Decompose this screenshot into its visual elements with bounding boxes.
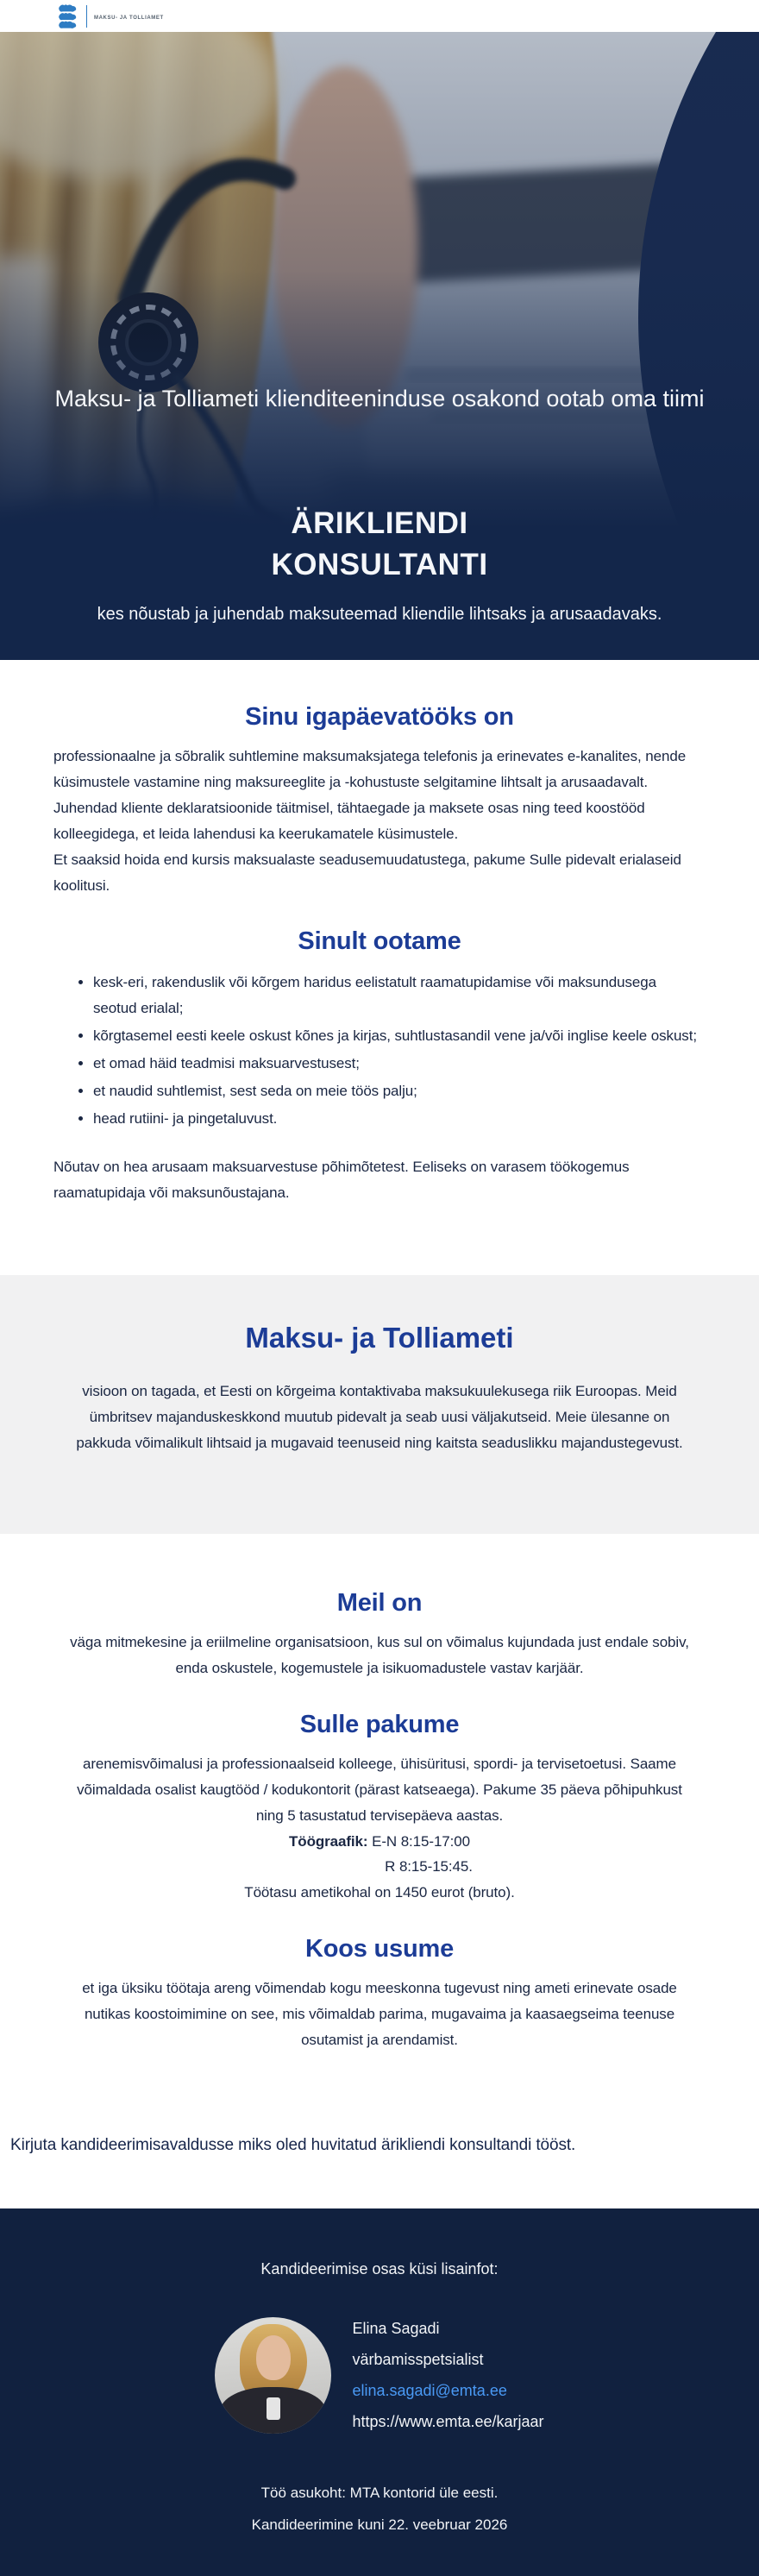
hero-subtitle: kes nõustab ja juhendab maksuteemad kliendile lihtsaks ja arusaadavaks.: [97, 605, 662, 624]
careers-url-link[interactable]: https://www.emta.ee/karjaar: [352, 2413, 544, 2430]
contact-card: [0, 2313, 759, 2437]
contact-role: värbamisspetsialist: [352, 2351, 484, 2368]
section-offer: [0, 1534, 759, 2208]
offer-paragraph: arenemisvõimalusi ja professionaalseid kolleege, ühisüritusi, spordi- ja tervisetoetusi. Saame võimaldada osalist kaugtööd / kodukontorit (pärast katseaega). Pakume 35 päeva põhipuhkust ning 5 tasustatud tervisepäeva aastas.: [77, 1755, 682, 1824]
mta-logo: [59, 3, 164, 29]
logo-wordmark: Maksu- ja Tolliamet: [94, 11, 164, 21]
about-mta-paragraph: visioon on tagada, et Eesti on kõrgeima kontaktivaba maksukuulekusega riik Euroopas. Meid ümbritsev majanduskeskkond muutub pidevalt ja seab uusi väljakutseid. Meie ülesanne on pakkuda võimalikult lihtsaid ja mugavaid teenuseid ning kaitsta seaduslikku majandustegevust.: [76, 1383, 683, 1451]
koos-usume-paragraph: et iga üksiku töötaja areng võimendab kogu meeskonna tugevust ning ameti erinevate osade nutikas koostoimimine on see, mis võimaldab parima, mugavaima ja kaasaegseima teenuse osutamist ja arendamist.: [82, 1980, 677, 2049]
heading-about-mta: Maksu- ja Tolliameti: [245, 1322, 514, 1354]
requirement-item: • et omad häid teadmisi maksuarvestusest;: [93, 1051, 703, 1077]
heading-meil-on: Meil on: [336, 1589, 423, 1617]
daily-work-paragraph: professionaalne ja sõbralik suhtlemine maksumaksjatega telefonis ja erinevates e-kanalites, nende küsimustele vastamine ning maksureeglite ja -kohustuste selgitamine lihtsalt ja arusaadavalt. Juhendad kliente deklaratsioonide täitmisel, tähtaegade ja maksete osas ning teed koostööd kolleegidega, et leida lahendusi ka keerukamatele küsimustele.: [53, 748, 687, 842]
work-schedule-line: [66, 1829, 693, 1855]
footer-heading: Kandideerimise osas küsi lisainfot:: [260, 2260, 499, 2278]
contact-photo-face: [256, 2335, 291, 2380]
requirement-item: • et naudid suhtlemist, sest seda on meie töös palju;: [93, 1078, 703, 1104]
logo-divider: [86, 5, 87, 28]
section-about-mta: [0, 1275, 759, 1534]
heading-expectations: Sinult ootame: [298, 927, 461, 956]
application-deadline: Kandideerimine kuni 22. veebruar 2026: [251, 2516, 508, 2534]
job-location: Töö asukoht: MTA kontorid üle eesti.: [260, 2485, 499, 2501]
daily-work-paragraph-2: Et saaksid hoida end kursis maksualaste seadusemuudatustega, pakume Sulle pidevalt erialaseid koolitusi.: [53, 851, 681, 894]
contact-photo-shirt: [267, 2397, 280, 2420]
salary-line: Töötasu ametikohal on 1450 eurot (bruto).: [244, 1884, 515, 1901]
schedule-weekdays: E-N 8:15-17:00: [372, 1832, 470, 1850]
requirement-item: • head rutiini- ja pingetaluvust.: [93, 1106, 703, 1132]
job-title-line1: ÄRIKLIENDI: [291, 506, 468, 540]
schedule-label: Töögraafik:: [289, 1832, 368, 1850]
requirements-note: Nõutav on hea arusaam maksuarvestuse põhimõtetest. Eeliseks on varasem töökogemus raamatupidaja või maksunõustajana.: [53, 1158, 630, 1201]
section-daily-work: [0, 660, 759, 1275]
hero-banner: [0, 32, 759, 660]
hero-text-overlay: [0, 32, 759, 660]
footer-contact: [0, 2208, 759, 2576]
heading-koos-usume: Koos usume: [304, 1935, 455, 1963]
contact-photo: [215, 2317, 331, 2434]
heading-sulle-pakume: Sulle pakume: [299, 1710, 460, 1738]
footer-meta: [0, 2477, 759, 2541]
work-schedule-friday: R 8:15-15:45.: [385, 1858, 473, 1875]
job-title: [0, 503, 759, 585]
heading-daily-work: Sinu igapäevatööks on: [245, 703, 514, 731]
contact-info: [352, 2313, 543, 2437]
estonia-three-lions-icon: [59, 3, 79, 29]
application-cta: Kirjuta kandideerimisavaldusse miks oled huvitatud ärikliendi konsultandi tööst.: [10, 2135, 576, 2154]
hero-intro-line: Maksu- ja Tolliameti klienditeeninduse osakond ootab oma tiimi: [54, 386, 705, 412]
requirements-list: [0, 970, 759, 1131]
requirement-item: • kesk-eri, rakenduslik või kõrgem haridus eelistatult raamatupidamise või maksundusega seotud erialal;: [93, 970, 703, 1021]
meil-on-paragraph: väga mitmekesine ja eriilmeline organisatsioon, kus sul on võimalus kujundada just endale sobiv, enda oskustele, kogemustele ja isikuomadustele vastav karjäär.: [70, 1634, 689, 1676]
contact-email-link[interactable]: elina.sagadi@emta.ee: [352, 2382, 507, 2399]
header-bar: [0, 0, 759, 32]
requirement-item: • kõrgtasemel eesti keele oskust kõnes ja kirjas, suhtlustasandil vene ja/või inglise keele oskust;: [93, 1023, 703, 1049]
contact-name: Elina Sagadi: [352, 2320, 440, 2337]
job-title-line2: KONSULTANTI: [271, 547, 488, 581]
